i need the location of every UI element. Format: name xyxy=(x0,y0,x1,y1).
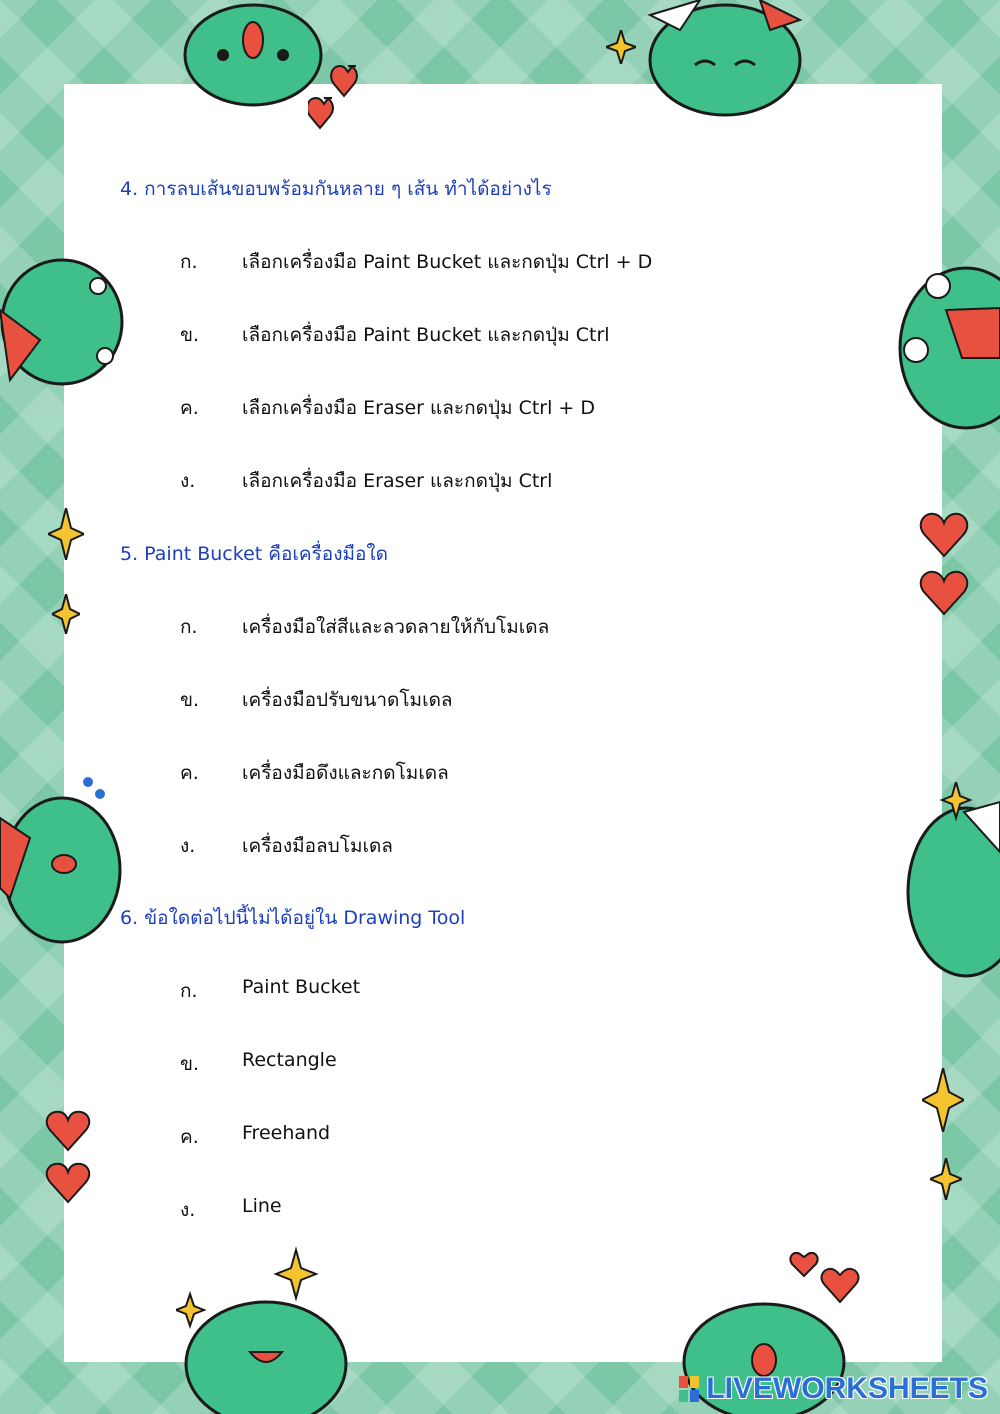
question-6: 6. ข้อใดต่อไปนี้ไม่ได้อยู่ใน Drawing Tool xyxy=(120,907,466,929)
option-text[interactable]: Rectangle xyxy=(242,1049,337,1071)
option-letter: ข. xyxy=(180,689,200,711)
sparkle-top-icon xyxy=(606,30,636,64)
option-letter: ก. xyxy=(180,980,198,1002)
option-text[interactable]: เลือกเครื่องมือ Eraser และกดปุ่ม Ctrl + D xyxy=(242,397,596,419)
option-letter: ก. xyxy=(180,251,198,273)
heart-top-icon xyxy=(308,62,364,134)
liveworksheets-brand xyxy=(678,1372,988,1406)
liveworksheets-logo-icon xyxy=(678,1375,700,1403)
sparkle-right-2-icon xyxy=(930,1158,962,1200)
question-5: 5. Paint Bucket คือเครื่องมือใด xyxy=(120,543,389,565)
frog-top-left-icon xyxy=(178,0,328,110)
frog-top-right-icon xyxy=(640,0,810,120)
option-letter: ค. xyxy=(180,762,199,784)
option-text[interactable]: เลือกเครื่องมือ Paint Bucket และกดปุ่ม Ctrl + D xyxy=(242,251,653,273)
option-letter: ข. xyxy=(180,1053,200,1075)
option-text[interactable]: เครื่องมือปรับขนาดโมเดล xyxy=(242,689,453,711)
sparkle-left-2-icon xyxy=(52,594,80,634)
frog-right-middle-icon xyxy=(904,782,1000,982)
frog-right-upper-icon xyxy=(896,258,1000,430)
option-letter: ข. xyxy=(180,324,200,346)
option-text[interactable]: เครื่องมือลบโมเดล xyxy=(242,835,393,857)
hearts-left-lower-icon xyxy=(44,1106,92,1206)
question-4: 4. การลบเส้นขอบพร้อมกันหลาย ๆ เส้น ทำได้อย่างไร xyxy=(120,178,552,200)
option-letter: ง. xyxy=(180,835,196,857)
option-letter: ก. xyxy=(180,616,198,638)
sparkle-left-1-icon xyxy=(48,508,84,560)
option-letter: ง. xyxy=(180,470,196,492)
option-letter: ค. xyxy=(180,397,199,419)
sparkle-right-1-icon xyxy=(922,1068,964,1132)
option-letter: ง. xyxy=(180,1199,196,1221)
option-text[interactable]: Line xyxy=(242,1195,282,1217)
option-text[interactable]: เลือกเครื่องมือ Eraser และกดปุ่ม Ctrl xyxy=(242,470,553,492)
option-text[interactable]: เครื่องมือดึงและกดโมเดล xyxy=(242,762,449,784)
option-text[interactable]: Freehand xyxy=(242,1122,331,1144)
hearts-right-icon xyxy=(918,508,970,618)
frog-bottom-left-icon xyxy=(176,1244,356,1414)
frog-left-upper-icon xyxy=(0,250,128,390)
option-text[interactable]: Paint Bucket xyxy=(242,976,361,998)
option-letter: ค. xyxy=(180,1126,199,1148)
option-text[interactable]: เลือกเครื่องมือ Paint Bucket และกดปุ่ม Ctrl xyxy=(242,324,610,346)
liveworksheets-logo-text: LIVEWORKSHEETS xyxy=(706,1372,988,1405)
option-text[interactable]: เครื่องมือใส่สีและลวดลายให้กับโมเดล xyxy=(242,616,550,638)
frog-left-middle-icon xyxy=(0,768,122,948)
